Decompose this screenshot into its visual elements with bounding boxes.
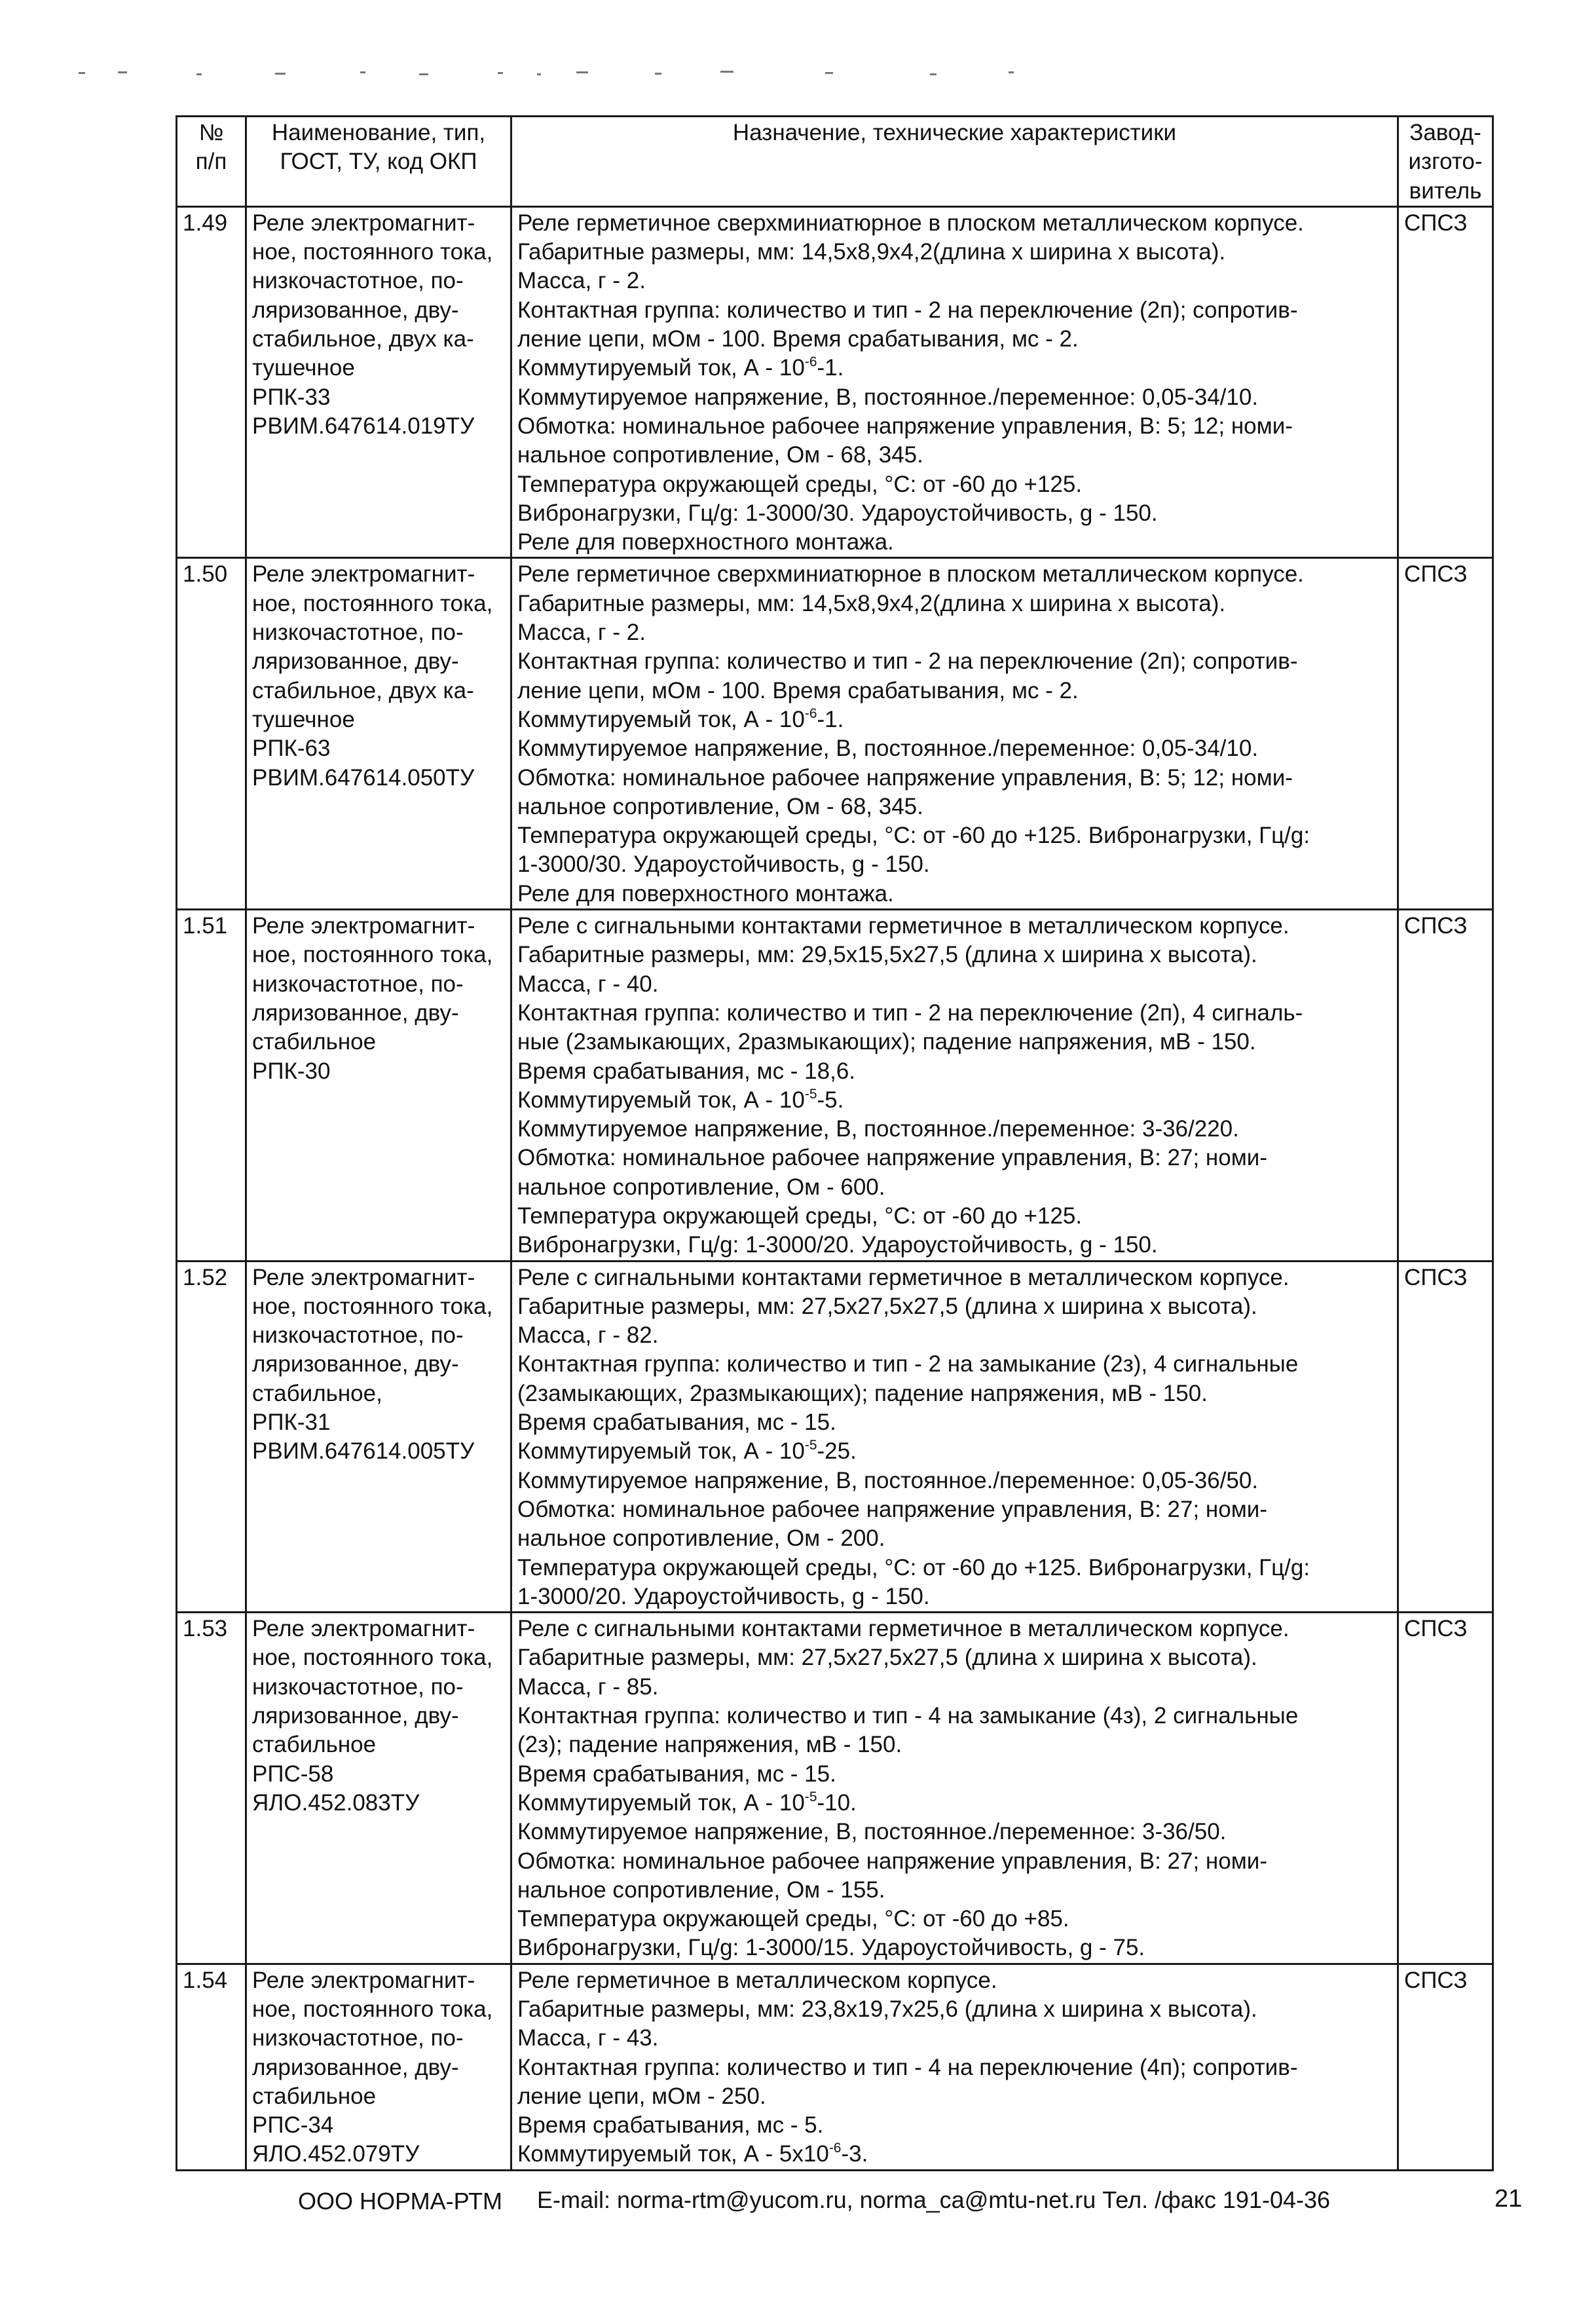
item-name-line: РПС-58 — [252, 1761, 334, 1787]
spec-line: Контактная группа: количество и тип - 2 на переключение (2п), 4 сигналь- — [517, 1000, 1303, 1026]
spec-line: ление цепи, мОм - 100. Время срабатывания, мс - 2. — [517, 326, 1079, 352]
manufacturer: СПСЗ — [1398, 1613, 1493, 1964]
header-number: № п/п — [177, 117, 246, 207]
spec-line: Контактная группа: количество и тип - 2 на переключение (2п); сопротив- — [517, 648, 1298, 675]
item-name-line: РПК-30 — [252, 1058, 331, 1084]
spec-line: Температура окружающей среды, °С: от -60 до +85. — [517, 1906, 1069, 1932]
table-row — [177, 206, 1493, 558]
spec-line: Реле с сигнальными контактами герметичное в металлическом корпусе. — [517, 1264, 1290, 1290]
table-row — [177, 1261, 1493, 1613]
spec-line: 1-3000/20. Удароустойчивость, g - 150. — [517, 1583, 930, 1609]
item-name-line: ное, постоянного тока, — [252, 239, 493, 265]
spec-line: Вибронагрузки, Гц/g: 1-3000/30. Удароустойчивость, g - 150. — [517, 500, 1158, 526]
spec-line: нальное сопротивление, Ом - 155. — [517, 1877, 885, 1903]
item-name-line: ное, постоянного тока, — [252, 590, 493, 616]
spec-line: нальное сопротивление, Ом - 200. — [517, 1525, 885, 1552]
item-number: 1.54 — [177, 1964, 246, 2170]
spec-line: Коммутируемый ток, А - $5х10^{-6}-3$. — [517, 2140, 868, 2167]
item-name-line: низкочастотное, по- — [252, 620, 464, 646]
scan-noise-marks — [79, 65, 1100, 79]
item-number: 1.53 — [177, 1613, 246, 1964]
spec-line: Реле с сигнальными контактами герметичное в металлическом корпусе. — [517, 913, 1290, 939]
item-description-cell — [511, 1964, 1398, 2170]
footer-contact: E-mail: norma-rtm@yucom.ru, norma_ca@mtu-net.ru Тел. /факс 191-04-36 — [537, 2186, 1331, 2213]
spec-line: Масса, г - 85. — [517, 1673, 659, 1700]
item-name-line: Реле электромагнит- — [252, 1967, 475, 1993]
table-row — [177, 1964, 1493, 2170]
item-name-line: РВИМ.647614.050ТУ — [252, 764, 475, 791]
item-name-line: ное, постоянного тока, — [252, 1996, 493, 2022]
item-name-line: РПК-31 — [252, 1410, 331, 1436]
spec-line: Масса, г - 2. — [517, 620, 646, 646]
spec-line: Контактная группа: количество и тип - 2 на замыкание (2з), 4 сигнальные — [517, 1351, 1299, 1377]
spec-line: Реле герметичное в металлическом корпусе. — [517, 1967, 997, 1993]
spec-line: Контактная группа: количество и тип - 2 на переключение (2п); сопротив- — [517, 297, 1298, 323]
item-name-line: РПК-33 — [252, 384, 331, 410]
spec-line: Масса, г - 40. — [517, 971, 659, 997]
spec-line: Коммутируемый ток, А - $10^{-5}-25$. — [517, 1438, 857, 1465]
item-name-line: Реле электромагнит- — [252, 913, 475, 939]
spec-line: Коммутируемое напряжение, В, постоянное./переменное: 0,05-36/50. — [517, 1467, 1259, 1493]
spec-line: Обмотка: номинальное рабочее напряжение управления, В: 5; 12; номи- — [517, 764, 1293, 791]
header-manufacturer: Завод- изгото- витель — [1398, 117, 1493, 207]
footer-company: ООО НОРМА-РТМ — [298, 2188, 502, 2215]
spec-line: Коммутируемый ток, А - $10^{-6}-1$. — [517, 705, 844, 732]
item-name-line: тушечное — [252, 706, 355, 732]
spec-line: Реле с сигнальными контактами герметичное в металлическом корпусе. — [517, 1616, 1290, 1642]
spec-line: 1-3000/30. Удароустойчивость, g - 150. — [517, 851, 930, 878]
spec-line: Вибронагрузки, Гц/g: 1-3000/20. Удароустойчивость, g - 150. — [517, 1232, 1158, 1258]
spec-line: Габаритные размеры, мм: 29,5х15,5х27,5 (длина х ширина х высота). — [517, 942, 1257, 968]
manufacturer: СПСЗ — [1398, 1261, 1493, 1613]
table-body — [177, 206, 1493, 2170]
item-name-line: низкочастотное, по- — [252, 2025, 464, 2051]
spec-line: Габаритные размеры, мм: 27,5х27,5х27,5 (длина х ширина х высота). — [517, 1645, 1257, 1671]
manufacturer: СПСЗ — [1398, 910, 1493, 1262]
spec-line: Обмотка: номинальное рабочее напряжение управления, В: 5; 12; номи- — [517, 413, 1293, 439]
item-name-line: РВИМ.647614.005ТУ — [252, 1438, 475, 1465]
item-name-line: стабильное — [252, 2083, 377, 2109]
item-name-line: низкочастотное, по- — [252, 268, 464, 294]
item-name-line: Реле электромагнит- — [252, 1264, 475, 1290]
table-row — [177, 910, 1493, 1262]
header-purpose-specs: Назначение, технические характеристики — [511, 117, 1398, 207]
item-name-cell — [246, 1613, 511, 1964]
item-name-line: низкочастотное, по- — [252, 971, 464, 997]
item-name-cell — [246, 1261, 511, 1613]
spec-line: Коммутируемое напряжение, В, постоянное./переменное: 3-36/50. — [517, 1819, 1227, 1845]
item-name-line: ное, постоянного тока, — [252, 1293, 493, 1319]
item-name-line: стабильное, двух ка- — [252, 326, 474, 352]
item-name-line: низкочастотное, по- — [252, 1322, 464, 1349]
item-name-line: РВИМ.647614.019ТУ — [252, 413, 475, 439]
item-description-cell — [511, 1261, 1398, 1613]
spec-line: Температура окружающей среды, °С: от -60 до +125. — [517, 1203, 1083, 1229]
spec-line: Габаритные размеры, мм: 14,5х8,9х4,2(длина х ширина х высота). — [517, 590, 1226, 616]
spec-line: Коммутируемый ток, А - $10^{-5}-5$. — [517, 1086, 844, 1113]
item-name-line: ляризованное, дву- — [252, 2054, 459, 2080]
item-name-line: РПК-63 — [252, 736, 331, 762]
spec-line: Коммутируемый ток, А - $10^{-6}-1$. — [517, 354, 844, 381]
spec-line: (2з); падение напряжения, мВ - 150. — [517, 1732, 902, 1758]
item-name-line: Реле электромагнит- — [252, 210, 475, 236]
item-name-line: Реле электромагнит- — [252, 1616, 475, 1642]
item-name-line: ляризованное, дву- — [252, 1000, 459, 1026]
item-name-line: ное, постоянного тока, — [252, 942, 493, 968]
item-number: 1.50 — [177, 558, 246, 910]
spec-line: Температура окружающей среды, °С: от -60 до +125. Вибронагрузки, Гц/g: — [517, 823, 1310, 849]
spec-line: ление цепи, мОм - 100. Время срабатывания, мс - 2. — [517, 677, 1079, 703]
item-name-cell — [246, 558, 511, 910]
spec-line: Температура окружающей среды, °С: от -60 до +125. Вибронагрузки, Гц/g: — [517, 1554, 1310, 1580]
spec-line: Вибронагрузки, Гц/g: 1-3000/15. Удароустойчивость, g - 75. — [517, 1935, 1145, 1961]
spec-line: ные (2замыкающих, 2размыкающих); падение напряжения, мВ - 150. — [517, 1029, 1256, 1055]
table-row — [177, 1613, 1493, 1964]
spec-line: Реле для поверхностного монтажа. — [517, 529, 894, 555]
item-number: 1.52 — [177, 1261, 246, 1613]
item-name-line: ляризованное, дву- — [252, 1703, 459, 1729]
item-name-cell — [246, 910, 511, 1262]
item-name-cell — [246, 206, 511, 558]
item-description-cell — [511, 558, 1398, 910]
spec-line: Реле герметичное сверхминиатюрное в плоском металлическом корпусе. — [517, 561, 1304, 588]
table-row — [177, 558, 1493, 910]
item-name-line: Реле электромагнит- — [252, 561, 475, 588]
item-name-line: ляризованное, дву- — [252, 1351, 459, 1377]
item-name-line: ЯЛО.452.083ТУ — [252, 1789, 420, 1816]
item-name-line: низкочастотное, по- — [252, 1673, 464, 1700]
spec-line: Коммутируемый ток, А - $10^{-5}-10$. — [517, 1789, 857, 1816]
spec-line: Обмотка: номинальное рабочее напряжение управления, В: 27; номи- — [517, 1496, 1267, 1522]
manufacturer: СПСЗ — [1398, 1964, 1493, 2170]
spec-line: Габаритные размеры, мм: 27,5х27,5х27,5 (длина х ширина х высота). — [517, 1293, 1257, 1319]
item-name-line: тушечное — [252, 355, 355, 381]
spec-line: Реле для поверхностного монтажа. — [517, 880, 894, 907]
spec-line: Контактная группа: количество и тип - 4 на замыкание (4з), 2 сигнальные — [517, 1703, 1299, 1729]
spec-line: Обмотка: номинальное рабочее напряжение управления, В: 27; номи- — [517, 1848, 1267, 1874]
spec-line: Обмотка: номинальное рабочее напряжение управления, В: 27; номи- — [517, 1145, 1267, 1171]
spec-line: Масса, г - 82. — [517, 1322, 659, 1349]
item-name-line: ное, постоянного тока, — [252, 1645, 493, 1671]
spec-line: Температура окружающей среды, °С: от -60 до +125. — [517, 471, 1083, 497]
item-name-line: ляризованное, дву- — [252, 648, 459, 675]
spec-line: Время срабатывания, мс - 18,6. — [517, 1058, 856, 1084]
item-name-line: стабильное — [252, 1732, 377, 1758]
manufacturer: СПСЗ — [1398, 206, 1493, 558]
spec-line: Время срабатывания, мс - 5. — [517, 2112, 824, 2139]
spec-line: Время срабатывания, мс - 15. — [517, 1410, 836, 1436]
item-number: 1.51 — [177, 910, 246, 1262]
table-header-row — [177, 117, 1493, 207]
spec-line: Масса, г - 2. — [517, 268, 646, 294]
item-name-line: ляризованное, дву- — [252, 297, 459, 323]
item-number: 1.49 — [177, 206, 246, 558]
item-name-line: РПС-34 — [252, 2112, 334, 2139]
spec-line: Коммутируемое напряжение, В, постоянное./переменное: 3-36/220. — [517, 1116, 1239, 1142]
item-name-line: ЯЛО.452.079ТУ — [252, 2141, 420, 2167]
spec-line: Коммутируемое напряжение, В, постоянное./переменное: 0,05-34/10. — [517, 384, 1259, 410]
manufacturer: СПСЗ — [1398, 558, 1493, 910]
header-name-type: Наименование, тип, ГОСТ, ТУ, код ОКП — [246, 117, 511, 207]
page-number: 21 — [1494, 2185, 1523, 2213]
item-description-cell — [511, 910, 1398, 1262]
spec-line: Габаритные размеры, мм: 14,5х8,9х4,2(длина х ширина х высота). — [517, 239, 1226, 265]
spec-line: Масса, г - 43. — [517, 2025, 659, 2051]
spec-line: нальное сопротивление, Ом - 600. — [517, 1174, 885, 1200]
spec-line: (2замыкающих, 2размыкающих); падение напряжения, мВ - 150. — [517, 1380, 1208, 1406]
spec-line: Коммутируемое напряжение, В, постоянное./переменное: 0,05-34/10. — [517, 736, 1259, 762]
spec-line: Реле герметичное сверхминиатюрное в плоском металлическом корпусе. — [517, 210, 1304, 236]
item-name-line: стабильное, — [252, 1380, 382, 1406]
spec-line: нальное сопротивление, Ом - 68, 345. — [517, 442, 923, 468]
spec-line: Габаритные размеры, мм: 23,8х19,7х25,6 (длина х ширина х высота). — [517, 1996, 1257, 2022]
item-name-line: стабильное — [252, 1029, 377, 1055]
item-description-cell — [511, 1613, 1398, 1964]
spec-line: нальное сопротивление, Ом - 68, 345. — [517, 793, 923, 819]
spec-line: Время срабатывания, мс - 15. — [517, 1761, 836, 1787]
item-name-line: стабильное, двух ка- — [252, 677, 474, 703]
relay-spec-table — [176, 115, 1494, 2171]
spec-line: Контактная группа: количество и тип - 4 на переключение (4п); сопротив- — [517, 2054, 1298, 2080]
spec-line: ление цепи, мОм - 250. — [517, 2083, 766, 2109]
item-description-cell — [511, 206, 1398, 558]
item-name-cell — [246, 1964, 511, 2170]
